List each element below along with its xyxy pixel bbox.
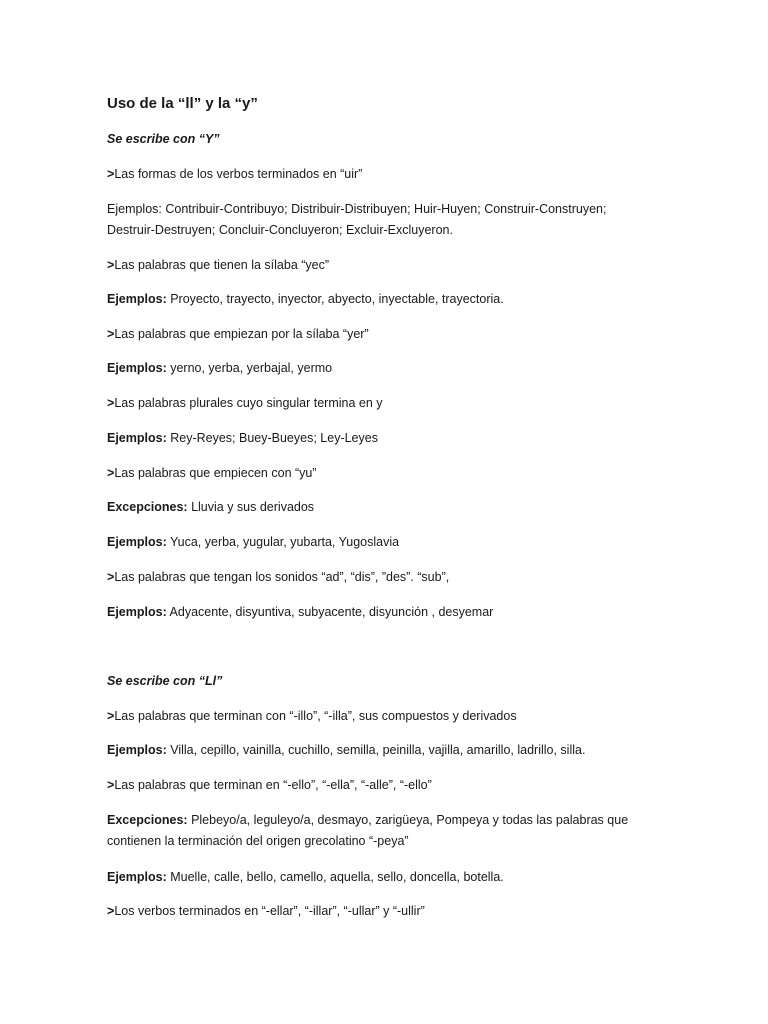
examples-ll-ello: [107, 867, 504, 888]
examples-label: Ejemplos:: [107, 743, 167, 757]
examples-label: Ejemplos:: [107, 361, 167, 375]
exceptions-label: Excepciones:: [107, 500, 188, 514]
rule-ll-verbos: [107, 901, 425, 922]
rule-marker: >: [107, 778, 115, 792]
examples-y-yu: [107, 532, 399, 553]
rule-y-uir: [107, 164, 362, 185]
exceptions-y-yu: [107, 497, 314, 518]
rule-marker: >: [107, 709, 115, 723]
rule-ll-illo: [107, 706, 517, 727]
examples-text: Proyecto, trayecto, inyector, abyecto, inyectable, trayectoria.: [166, 292, 504, 306]
rule-marker: >: [107, 466, 115, 480]
examples-text: Villa, cepillo, vainilla, cuchillo, semilla, peinilla, vajilla, amarillo, ladrillo, silla.: [166, 743, 586, 757]
examples-y-plurales: [107, 428, 378, 449]
rule-marker: >: [107, 167, 115, 181]
examples-text: Yuca, yerba, yugular, yubarta, Yugoslavia: [166, 535, 400, 549]
examples-y-yer: [107, 358, 332, 379]
exceptions-label: Excepciones:: [107, 813, 188, 827]
rule-text: Las palabras plurales cuyo singular termina en y: [114, 396, 383, 410]
section-heading-ll: Se escribe con “Ll”: [107, 674, 223, 688]
examples-label: Ejemplos:: [107, 605, 167, 619]
rule-marker: >: [107, 904, 115, 918]
examples-label: Ejemplos:: [107, 292, 167, 306]
rule-text: Las palabras que empiezan por la sílaba “yer”: [114, 327, 369, 341]
rule-text: Las palabras que tienen la sílaba “yec”: [114, 258, 330, 272]
examples-text: Muelle, calle, bello, camello, aquella, sello, doncella, botella.: [166, 870, 504, 884]
rule-y-sonidos: [107, 567, 449, 588]
examples-text: Adyacente, disyuntiva, subyacente, disyunción , desyemar: [166, 605, 494, 619]
examples-y-uir: Ejemplos: Contribuir-Contribuyo; Distribuir-Distribuyen; Huir-Huyen; Construir-Construyen; Destruir-Destruyen; Concluir-Concluyeron; Excluir-Excluyeron.: [107, 202, 607, 237]
rule-text: Las formas de los verbos terminados en “uir”: [114, 167, 363, 181]
examples-ll-illo: [107, 740, 585, 761]
rule-marker: >: [107, 258, 115, 272]
rule-text: Las palabras que empiecen con “yu”: [114, 466, 317, 480]
rule-text: Las palabras que tengan los sonidos “ad”, “dis”, ”des”. “sub”,: [114, 570, 450, 584]
examples-text: Rey-Reyes; Buey-Bueyes; Ley-Leyes: [166, 431, 378, 445]
rule-y-yu: [107, 463, 317, 484]
examples-label: Ejemplos:: [107, 431, 167, 445]
rule-y-yec: [107, 255, 329, 276]
rule-marker: >: [107, 327, 115, 341]
examples-label: Ejemplos:: [107, 870, 167, 884]
rule-marker: >: [107, 570, 115, 584]
exceptions-ll-ello: [107, 810, 652, 852]
exceptions-text: Plebeyo/a, leguleyo/a, desmayo, zarigüeya, Pompeya y todas las palabras que contienen la terminación del origen grecolatino “-peya”: [107, 813, 629, 848]
examples-y-sonidos: [107, 602, 493, 623]
examples-y-yec: [107, 289, 504, 310]
examples-text: yerno, yerba, yerbajal, yermo: [166, 361, 333, 375]
rule-text: Las palabras que terminan con “-illo”, “-illa”, sus compuestos y derivados: [114, 709, 517, 723]
rule-y-yer: [107, 324, 369, 345]
section-heading-y: Se escribe con “Y”: [107, 132, 220, 146]
rule-y-plurales: [107, 393, 383, 414]
rule-ll-ello: [107, 775, 432, 796]
rule-text: Las palabras que terminan en “-ello”, “-ella”, “-alle”, “-ello”: [114, 778, 432, 792]
rule-text: Los verbos terminados en “-ellar”, “-illar”, “-ullar” y “-ullir”: [114, 904, 425, 918]
document-title: Uso de la “ll” y la “y”: [107, 95, 258, 112]
examples-label: Ejemplos:: [107, 535, 167, 549]
exceptions-text: Lluvia y sus derivados: [187, 500, 315, 514]
rule-marker: >: [107, 396, 115, 410]
